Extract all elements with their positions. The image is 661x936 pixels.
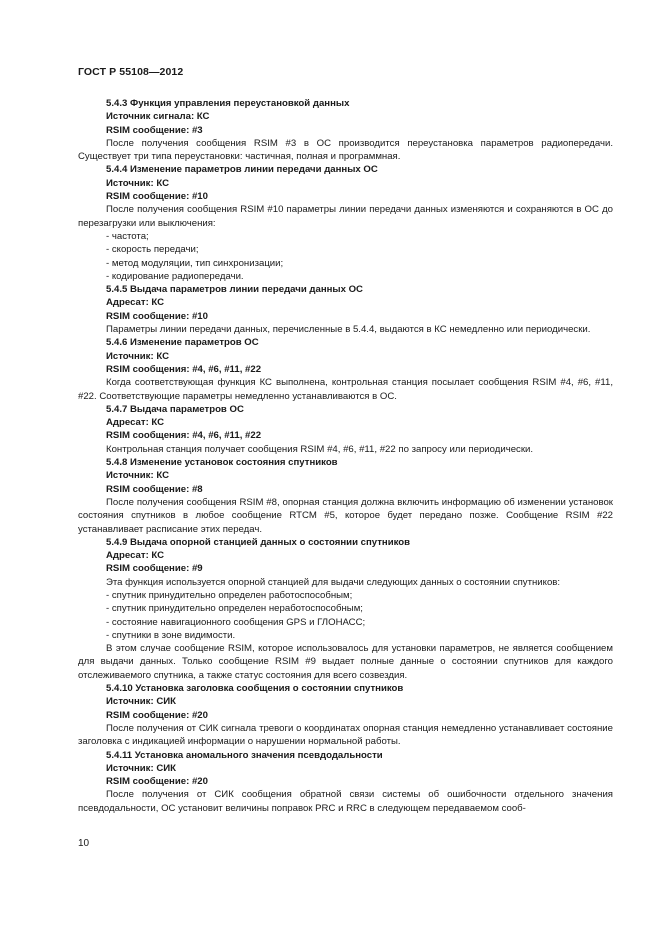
list-item: - спутники в зоне видимости. (106, 629, 236, 641)
rsim-message: RSIM сообщение: #10 (106, 191, 208, 203)
body-paragraph: После получения сообщения RSIM #3 в ОС производится переустановка параметров радиопередачи. Существует три типа переустановки: частичная, полная и программная. (78, 137, 613, 163)
signal-destination: Адресат: КС (106, 550, 165, 562)
signal-source: Источник: СИК (106, 696, 177, 708)
body-paragraph: Эта функция используется опорной станцией для выдачи следующих данных о состоянии спутников: (106, 576, 561, 588)
signal-source: Источник: КС (106, 177, 170, 189)
list-item: - состояние навигационного сообщения GPS и ГЛОНАСС; (106, 616, 366, 628)
section-heading: 5.4.11 Установка аномального значения псевдодальности (106, 749, 383, 761)
list-item: - частота; (106, 230, 149, 242)
section-heading: 5.4.7 Выдача параметров ОС (106, 403, 244, 415)
body-paragraph: Контрольная станция получает сообщения RSIM #4, #6, #11, #22 по запросу или периодически. (106, 443, 534, 455)
section-heading: 5.4.3 Функция управления переустановкой данных (106, 98, 350, 109)
rsim-message: RSIM сообщения: #4, #6, #11, #22 (106, 430, 262, 442)
signal-source: Источник: КС (106, 350, 170, 362)
page-number: 10 (78, 838, 90, 849)
signal-source: Источник: СИК (106, 762, 177, 774)
rsim-message: RSIM сообщение: #20 (106, 709, 208, 721)
rsim-message: RSIM сообщение: #20 (106, 776, 208, 788)
signal-source: Источник: КС (106, 470, 170, 482)
signal-destination: Адресат: КС (106, 297, 165, 309)
body-paragraph: Параметры линии передачи данных, перечисленные в 5.4.4, выдаются в КС немедленно или периодически. (106, 324, 591, 336)
section-heading: 5.4.6 Изменение параметров ОС (106, 337, 259, 349)
section-heading: 5.4.4 Изменение параметров линии передачи данных ОС (106, 164, 378, 176)
body-paragraph: После получения сообщения RSIM #10 параметры линии передачи данных изменяются и сохраняются в ОС до перезагрузки или выключения: (78, 204, 613, 229)
list-item: - спутник принудительно определен работоспособным; (106, 589, 353, 601)
body-paragraph: После получения сообщения RSIM #8, опорная станция должна включить информацию об изменении установок состояния спутников в любое сообщение RTCM #5, которое будет передано позже. Сообщение RSIM #22 устанавливает расписание этих передач. (78, 496, 613, 535)
section-heading: 5.4.9 Выдача опорной станцией данных о состоянии спутников (106, 536, 411, 548)
signal-destination: Адресат: КС (106, 417, 165, 429)
body-paragraph: После получения от СИК сообщения обратной связи системы об ошибочности отдельного значения псевдодальности, ОС установит величины поправок PRC и RRC в следующем передаваемом сооб- (78, 789, 613, 814)
body-paragraph: После получения от СИК сигнала тревоги о координатах опорная станция немедленно устанавливает состояние заголовка с индикацией информации о нарушении нормальной работы. (78, 722, 613, 748)
list-item: - метод модуляции, тип синхронизации; (106, 257, 284, 269)
rsim-message: RSIM сообщение: #10 (106, 310, 208, 322)
body-paragraph: В этом случае сообщение RSIM, которое использовалось для установки параметров, не является сообщением для выдачи данных. Только сообщение RSIM #9 выдает полные данные о состоянии спутников для каждого отслеживаемого спутника, а также статус состояния для всего созвездия. (78, 643, 613, 681)
signal-source: Источник сигнала: КС (106, 111, 210, 123)
section-heading: 5.4.5 Выдача параметров линии передачи данных ОС (106, 284, 363, 296)
list-item: - спутник принудительно определен неработоспособным; (106, 603, 363, 615)
rsim-message: RSIM сообщение: #3 (106, 124, 203, 136)
section-heading: 5.4.10 Установка заголовка сообщения о состоянии спутников (106, 683, 404, 695)
document-header: ГОСТ Р 55108—2012 (78, 66, 184, 78)
list-item: - скорость передачи; (106, 244, 199, 256)
list-item: - кодирование радиопередачи. (106, 270, 244, 282)
rsim-message: RSIM сообщение: #9 (106, 563, 203, 575)
rsim-message: RSIM сообщение: #8 (106, 483, 203, 495)
document-body (78, 97, 613, 815)
section-heading: 5.4.8 Изменение установок состояния спутников (106, 457, 338, 469)
body-paragraph: Когда соответствующая функция КС выполнена, контрольная станция посылает сообщения RSIM #4, #6, #11, #22. Соответствующие параметры немедленно устанавливаются в ОС. (78, 377, 613, 402)
rsim-message: RSIM сообщения: #4, #6, #11, #22 (106, 363, 262, 375)
